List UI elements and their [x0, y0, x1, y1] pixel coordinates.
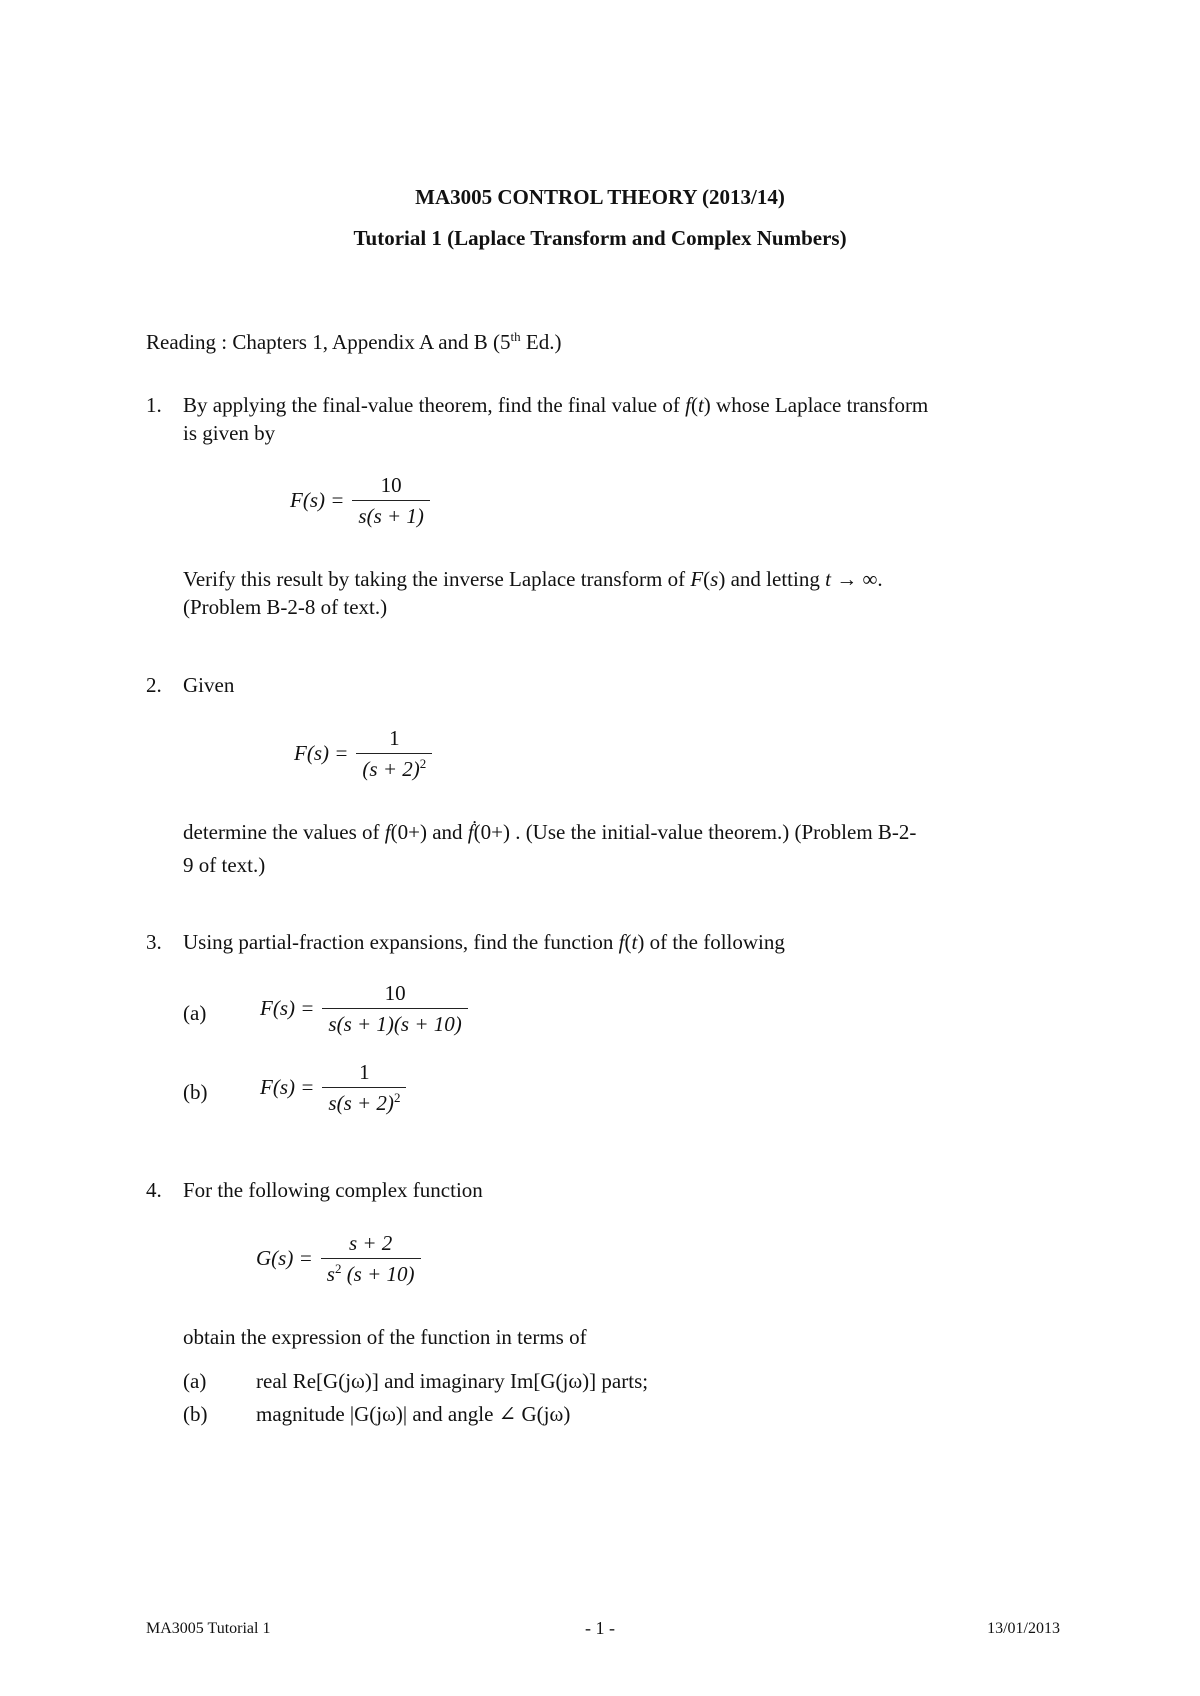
q1-verify-s: s	[710, 567, 719, 591]
reading-sup: th	[510, 329, 521, 344]
q1-t: t	[697, 393, 704, 417]
q4-line: For the following complex function	[183, 1178, 483, 1202]
q4-den-a: s	[326, 1262, 335, 1286]
q3a-label: (a)	[183, 1001, 207, 1025]
q1-eq-lhs: F(s) =	[290, 488, 345, 512]
q4-eq-denominator	[321, 1259, 421, 1285]
q4a-label: (a)	[183, 1369, 207, 1393]
q1-eq-denominator: s(s + 1)	[358, 504, 424, 528]
q2-eq-denominator	[356, 754, 432, 780]
page-number: - 1 -	[585, 1618, 615, 1638]
tutorial-title: Tutorial 1 (Laplace Transform and Complex Numbers)	[353, 226, 847, 250]
q3a-fraction	[322, 982, 467, 1035]
q1-line2: is given by	[183, 421, 276, 445]
q2-eq-numerator: 1	[389, 726, 400, 750]
q3a-eq-numerator: 10	[384, 981, 406, 1005]
q4-eq-lhs: G(s) =	[256, 1246, 313, 1270]
q1-eq-numerator: 10	[380, 473, 402, 497]
q4-equation	[256, 1232, 421, 1285]
q3a-eq-denominator: s(s + 1)(s + 10)	[328, 1012, 462, 1036]
q3a-eq-lhs: F(s) =	[260, 996, 315, 1020]
q4-obtain: obtain the expression of the function in terms of	[183, 1325, 587, 1349]
q1-f: f	[685, 393, 691, 417]
q3b-label: (b)	[183, 1080, 208, 1104]
course-title: MA3005 CONTROL THEORY (2013/14)	[415, 185, 785, 209]
q3-number: 3.	[146, 930, 162, 954]
q3-f: f	[618, 930, 625, 954]
q1-reference: (Problem B-2-8 of text.)	[183, 595, 388, 619]
q3-line	[183, 930, 785, 955]
q3b-equation	[260, 1061, 406, 1114]
q2-fraction	[356, 727, 432, 780]
q4-fraction	[321, 1232, 421, 1285]
q2-text-a: determine the values of	[183, 820, 385, 844]
q2-equation	[294, 727, 432, 780]
q1-fraction	[352, 474, 430, 527]
q3b-eq-denominator	[322, 1088, 406, 1114]
q1-verify-b: (	[703, 567, 711, 591]
q2-text-c: (0+) . (Use the initial-value theorem.) (Problem B-2-	[473, 820, 917, 844]
q3-t: t	[631, 930, 638, 954]
q4a-text: real Re[G(jω)] and imaginary Im[G(jω)] parts;	[256, 1369, 649, 1393]
q3b-den-sup: 2	[393, 1090, 401, 1105]
q1-line1	[183, 393, 928, 418]
q2-text-b: (0+) and	[390, 820, 468, 844]
q3-text-c: ) of the following	[637, 930, 785, 954]
q1-verify-a: Verify this result by taking the inverse Laplace transform of	[183, 567, 691, 591]
q2-line1	[183, 820, 916, 845]
q2-fdot: ḟ	[467, 820, 474, 844]
q3b-eq-lhs: F(s) =	[260, 1075, 315, 1099]
q1-verify-F: F	[690, 567, 704, 591]
footer-left: MA3005 Tutorial 1	[146, 1620, 271, 1637]
q2-den-sup: 2	[419, 756, 427, 771]
reading-suffix: Ed.)	[520, 330, 562, 354]
q3b-eq-numerator: 1	[359, 1060, 370, 1084]
q3b-fraction	[322, 1061, 406, 1114]
q4-eq-numerator: s + 2	[348, 1231, 393, 1255]
q2-line2: 9 of text.)	[183, 853, 266, 877]
q1-verify-d: → ∞.	[830, 567, 883, 591]
q1-number: 1.	[146, 393, 162, 417]
q1-verify-c: ) and letting	[718, 567, 826, 591]
q1-verify-line	[183, 567, 883, 592]
q4-den-b: (s + 10)	[341, 1262, 415, 1286]
q1-verify-t: t	[825, 567, 831, 591]
q4b-label: (b)	[183, 1402, 208, 1426]
q3a-equation	[260, 982, 468, 1035]
q2-number: 2.	[146, 673, 162, 697]
q1-text-c: ) whose Laplace transform	[703, 393, 929, 417]
q3b-den-base: s(s + 2)	[328, 1091, 394, 1115]
q3-text-a: Using partial-fraction expansions, find the function	[183, 930, 619, 954]
q2-eq-lhs: F(s) =	[294, 741, 349, 765]
q1-text-a: By applying the final-value theorem, find the final value of	[183, 393, 686, 417]
q2-den-base: (s + 2)	[362, 757, 420, 781]
q1-equation	[290, 474, 430, 527]
q4-den-sup: 2	[334, 1261, 342, 1276]
reading-prefix: Reading : Chapters 1, Appendix A and B (5	[146, 330, 511, 354]
q4-number: 4.	[146, 1178, 162, 1202]
q4b-text: magnitude |G(jω)| and angle ∠ G(jω)	[256, 1402, 571, 1426]
reading-line	[146, 330, 562, 355]
q2-given: Given	[183, 673, 235, 697]
footer-date: 13/01/2013	[987, 1620, 1060, 1637]
q2-f: f	[384, 820, 391, 844]
q1-text-b: (	[690, 393, 698, 417]
q3-text-b: (	[624, 930, 632, 954]
